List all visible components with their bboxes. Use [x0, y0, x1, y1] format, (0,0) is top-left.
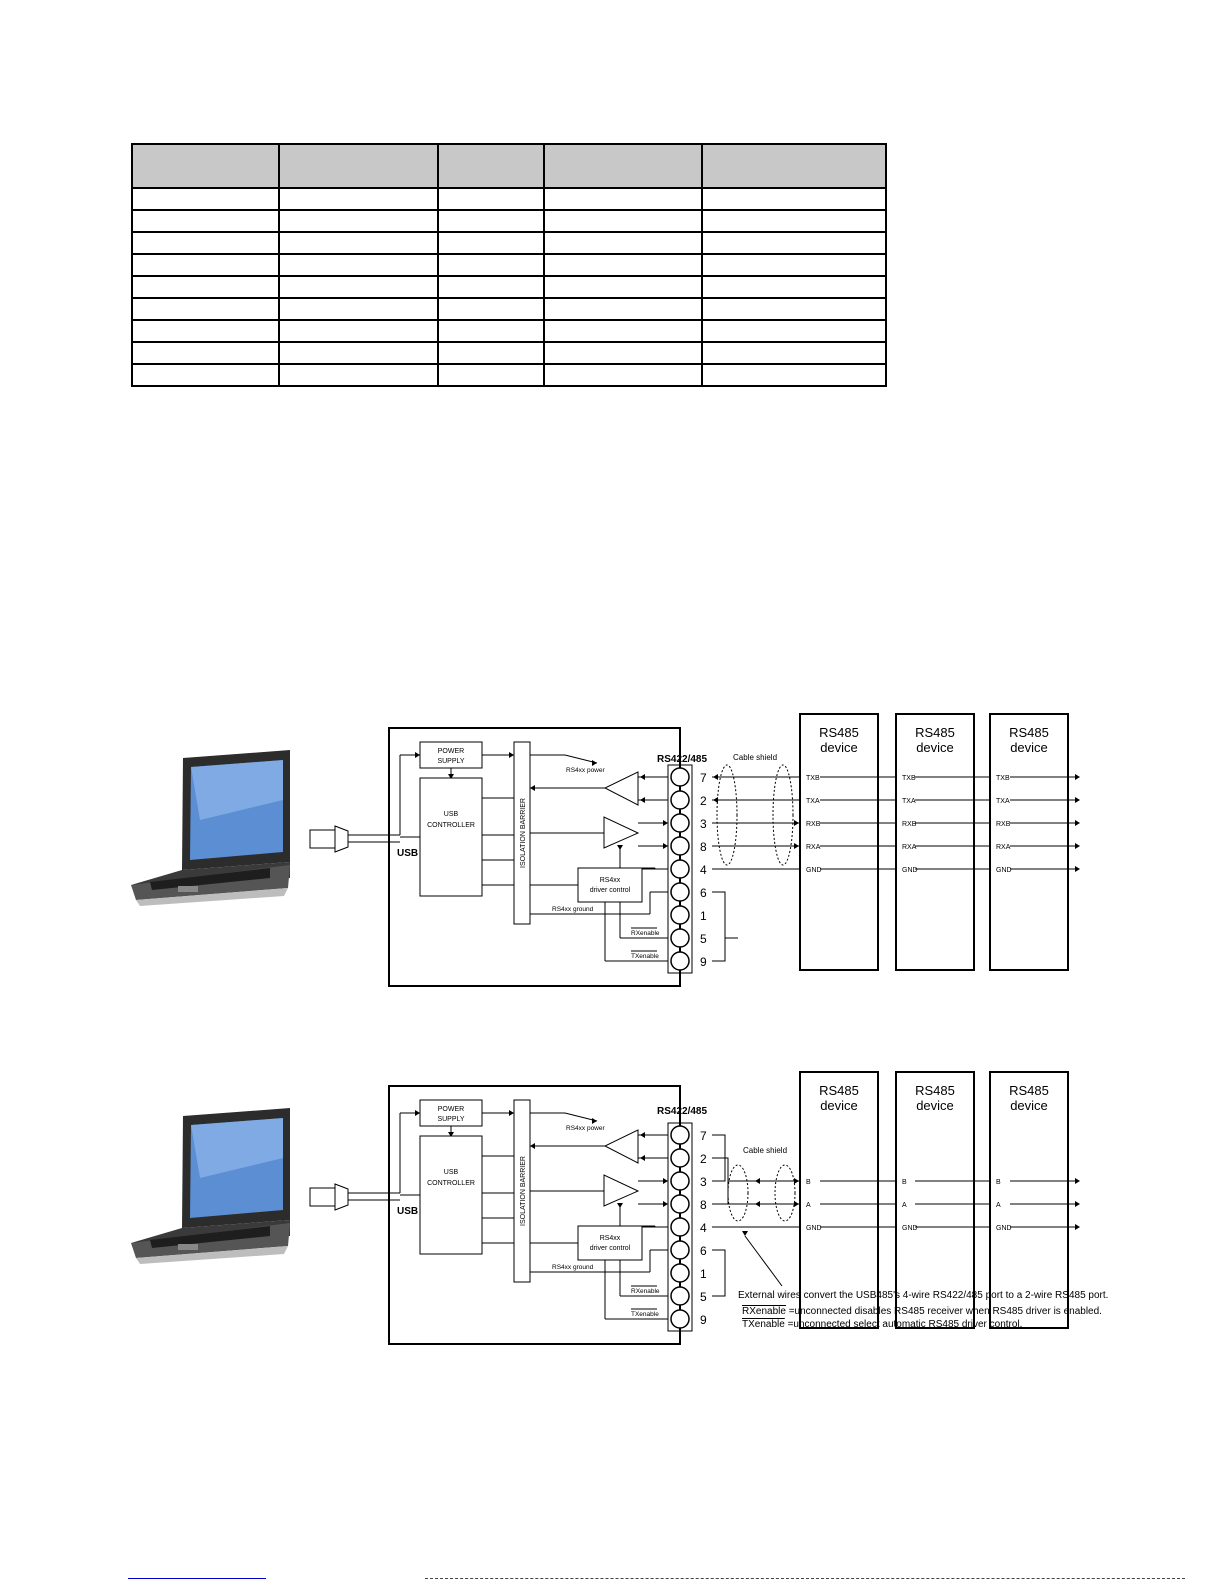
- table-cell: [132, 254, 279, 276]
- note-pointer: [745, 1236, 782, 1286]
- usb-controller-label: CONTROLLER: [427, 822, 475, 829]
- rx-receiver: [605, 1130, 638, 1163]
- table-cell: [544, 254, 702, 276]
- tx-enable-label: TXenable: [631, 953, 659, 960]
- arrowhead: [663, 1201, 668, 1207]
- signal-label: A: [902, 1202, 907, 1209]
- table-cell: [438, 298, 544, 320]
- power-supply-label: SUPPLY: [437, 1116, 465, 1123]
- rx-receiver: [605, 772, 638, 805]
- table-header-row: [132, 144, 886, 188]
- table-header-cell: [544, 144, 702, 188]
- table-cell: [132, 188, 279, 210]
- pin-number: 4: [700, 863, 707, 877]
- table-cell: [702, 210, 886, 232]
- driver-control-label: RS4xx: [599, 877, 621, 884]
- arrowhead: [640, 797, 645, 803]
- table-cell: [438, 210, 544, 232]
- jumper-wire: [712, 1250, 725, 1296]
- arrowhead: [1075, 1224, 1080, 1230]
- signal-label: RXA: [806, 844, 821, 851]
- pin-number: 4: [700, 1221, 707, 1235]
- pin-number: 5: [700, 1290, 707, 1304]
- device-name: RS485: [819, 1083, 859, 1098]
- port-title: RS422/485: [657, 754, 708, 765]
- terminal-pin: [671, 1310, 689, 1328]
- pin-number: 6: [700, 886, 707, 900]
- pin-number: 2: [700, 1152, 707, 1166]
- table-cell: [438, 188, 544, 210]
- arrowhead: [592, 760, 597, 766]
- terminal-pin: [671, 860, 689, 878]
- signal-label: TXB: [902, 775, 916, 782]
- arrowhead: [1075, 774, 1080, 780]
- terminal-pin: [671, 1241, 689, 1259]
- terminal-pin: [671, 1195, 689, 1213]
- arrowhead: [640, 774, 645, 780]
- device-name: device: [1010, 740, 1048, 755]
- table-cell: [132, 342, 279, 364]
- table-cell: [132, 232, 279, 254]
- signal-label: GND: [996, 1225, 1012, 1232]
- signal-label: TXB: [996, 775, 1010, 782]
- laptop-illustration: [131, 1108, 290, 1264]
- table-cell: [544, 188, 702, 210]
- table-cell: [438, 232, 544, 254]
- device-name: RS485: [819, 725, 859, 740]
- arrowhead: [713, 797, 718, 803]
- table-cell: [279, 364, 438, 386]
- isolation-barrier-label: ISOLATION BARRIER: [520, 1156, 527, 1226]
- table-cell: [544, 364, 702, 386]
- terminal-pin: [671, 768, 689, 786]
- tx-driver: [604, 1175, 638, 1206]
- arrowhead: [617, 845, 623, 850]
- two-wire-rs485-diagram: [0, 1058, 1225, 1358]
- table-cell: [702, 364, 886, 386]
- pin-number: 6: [700, 1244, 707, 1258]
- laptop-illustration: [131, 750, 290, 906]
- signal-label: TXA: [902, 798, 916, 805]
- driver-control-label: driver control: [589, 1245, 631, 1252]
- table-cell: [702, 320, 886, 342]
- table-row: [132, 276, 886, 298]
- signal-label: RXB: [806, 821, 821, 828]
- table-cell: [438, 254, 544, 276]
- terminal-pin: [671, 837, 689, 855]
- terminal-pin: [671, 814, 689, 832]
- terminal-pin: [671, 1264, 689, 1282]
- table-cell: [702, 298, 886, 320]
- signal-label: TXA: [996, 798, 1010, 805]
- arrowhead: [640, 1132, 645, 1138]
- pinout-table: [131, 143, 887, 387]
- rs4xx-ground-label: RS4xx ground: [552, 1264, 594, 1271]
- power-supply-label: POWER: [437, 748, 465, 755]
- table-cell: [279, 254, 438, 276]
- table-cell: [702, 342, 886, 364]
- note-line-1: External wires convert the USB485's 4-wire RS422/485 port to a 2-wire RS485 port.: [738, 1290, 1109, 1301]
- arrowhead: [663, 820, 668, 826]
- table-header-cell: [438, 144, 544, 188]
- table-cell: [544, 210, 702, 232]
- signal-label: RXA: [902, 844, 917, 851]
- terminal-pin: [671, 929, 689, 947]
- cable-shield: [773, 765, 793, 865]
- arrowhead: [713, 774, 718, 780]
- arrowhead: [617, 1203, 623, 1208]
- tx-driver: [604, 817, 638, 848]
- usb-plug: [310, 830, 335, 848]
- arrowhead: [1075, 866, 1080, 872]
- table-cell: [544, 276, 702, 298]
- usb-label: USB: [397, 1206, 419, 1217]
- table-cell: [279, 210, 438, 232]
- usb-controller-label: USB: [443, 1169, 459, 1176]
- arrowhead: [794, 1178, 799, 1184]
- table-cell: [702, 188, 886, 210]
- usb-controller-label: CONTROLLER: [427, 1180, 475, 1187]
- usb-controller-box: [420, 1136, 482, 1254]
- arrowhead: [794, 820, 799, 826]
- table-cell: [279, 342, 438, 364]
- pin-number: 3: [700, 817, 707, 831]
- signal-label: A: [806, 1202, 811, 1209]
- arrowhead: [1075, 1178, 1080, 1184]
- arrowhead: [663, 1178, 668, 1184]
- device-name: device: [820, 1098, 858, 1113]
- table-cell: [132, 298, 279, 320]
- table-row: [132, 188, 886, 210]
- cable-shield: [775, 1165, 795, 1221]
- arrowhead: [415, 1110, 420, 1116]
- signal-label: GND: [902, 1225, 918, 1232]
- pin-number: 7: [700, 1129, 707, 1143]
- table-row: [132, 210, 886, 232]
- arrowhead: [530, 785, 535, 791]
- table-cell: [544, 342, 702, 364]
- pin-number: 5: [700, 932, 707, 946]
- terminal-pin: [671, 883, 689, 901]
- note-line-2: RXenable =unconnected disables RS485 receiver when RS485 driver is enabled.: [742, 1306, 1102, 1317]
- terminal-pin: [671, 906, 689, 924]
- table-cell: [279, 188, 438, 210]
- rx-enable-label: RXenable: [631, 1288, 660, 1295]
- signal-label: GND: [806, 1225, 822, 1232]
- cable-shield-label: Cable shield: [742, 1146, 788, 1155]
- device-name: RS485: [1009, 725, 1049, 740]
- jumper-bracket: [712, 892, 725, 961]
- signal-label: GND: [806, 867, 822, 874]
- table-cell: [132, 320, 279, 342]
- table-cell: [438, 320, 544, 342]
- usb-plug: [310, 1188, 335, 1206]
- terminal-pin: [671, 791, 689, 809]
- usb-plug-body: [335, 1184, 348, 1210]
- table-cell: [279, 320, 438, 342]
- terminal-pin: [671, 952, 689, 970]
- terminal-pin: [671, 1287, 689, 1305]
- device-name: RS485: [915, 1083, 955, 1098]
- driver-control-label: RS4xx: [599, 1235, 621, 1242]
- usb-controller-box: [420, 778, 482, 896]
- table-body: [132, 188, 886, 386]
- table-row: [132, 364, 886, 386]
- table-cell: [702, 276, 886, 298]
- usb-controller-label: USB: [443, 811, 459, 818]
- signal-label: RXB: [902, 821, 917, 828]
- pin-number: 3: [700, 1175, 707, 1189]
- signal-label: A: [996, 1202, 1001, 1209]
- table-cell: [544, 320, 702, 342]
- signal-label: B: [902, 1179, 907, 1186]
- device-name: device: [1010, 1098, 1048, 1113]
- rx-enable-label: RXenable: [631, 930, 660, 937]
- table-cell: [438, 364, 544, 386]
- driver-control-box: [578, 1226, 642, 1260]
- signal-label: B: [806, 1179, 811, 1186]
- signal-label: TXB: [806, 775, 820, 782]
- port-title: RS422/485: [657, 1106, 708, 1117]
- table-row: [132, 298, 886, 320]
- cable-shield-label: Cable shield: [732, 753, 778, 762]
- terminal-pin: [671, 1149, 689, 1167]
- arrowhead: [1075, 843, 1080, 849]
- terminal-pin: [671, 1218, 689, 1236]
- cable-shield: [717, 765, 737, 865]
- tx-enable-label: TXenable: [631, 1311, 659, 1318]
- cable-shield: [728, 1165, 748, 1221]
- table-cell: [279, 276, 438, 298]
- table-cell: [438, 342, 544, 364]
- power-supply-label: POWER: [437, 1106, 465, 1113]
- table-header-cell: [132, 144, 279, 188]
- pin-number: 8: [700, 1198, 707, 1212]
- footer-link[interactable]: [128, 1578, 266, 1579]
- driver-control-box: [578, 868, 642, 902]
- device-name: device: [916, 1098, 954, 1113]
- device-name: device: [820, 740, 858, 755]
- pin-number: 9: [700, 1313, 707, 1327]
- power-supply-label: SUPPLY: [437, 758, 465, 765]
- terminal-pin: [671, 1172, 689, 1190]
- table-cell: [279, 232, 438, 254]
- arrowhead: [663, 843, 668, 849]
- signal-label: B: [996, 1179, 1001, 1186]
- device-name: RS485: [915, 725, 955, 740]
- arrowhead: [794, 843, 799, 849]
- table-cell: [702, 254, 886, 276]
- pin-number: 8: [700, 840, 707, 854]
- arrowhead: [415, 752, 420, 758]
- signal-label: GND: [902, 867, 918, 874]
- note-line-3: TXenable =unconnected select automatic RS485 driver control.: [742, 1319, 1023, 1330]
- footer-rule: [425, 1578, 1185, 1579]
- table-cell: [438, 276, 544, 298]
- table-row: [132, 320, 886, 342]
- table-cell: [132, 210, 279, 232]
- table-cell: [702, 232, 886, 254]
- four-wire-rs485-diagram: [0, 700, 1225, 1000]
- pin-number: 1: [700, 1267, 707, 1281]
- table-row: [132, 342, 886, 364]
- table-cell: [544, 298, 702, 320]
- device-name: RS485: [1009, 1083, 1049, 1098]
- signal-label: GND: [996, 867, 1012, 874]
- rs4xx-ground-label: RS4xx ground: [552, 906, 594, 913]
- isolation-barrier-label: ISOLATION BARRIER: [520, 798, 527, 868]
- arrowhead: [1075, 820, 1080, 826]
- arrowhead: [755, 1201, 760, 1207]
- table-cell: [279, 298, 438, 320]
- table-cell: [544, 232, 702, 254]
- rs4xx-power-label: RS4xx power: [566, 767, 605, 774]
- laptop-touchpad: [178, 886, 198, 892]
- pin-number: 2: [700, 794, 707, 808]
- rs4xx-power-label: RS4xx power: [566, 1125, 605, 1132]
- arrowhead: [794, 1201, 799, 1207]
- arrowhead: [1075, 1201, 1080, 1207]
- device-name: device: [916, 740, 954, 755]
- arrowhead: [592, 1118, 597, 1124]
- pin-number: 7: [700, 771, 707, 785]
- arrowhead: [742, 1231, 748, 1236]
- arrowhead: [755, 1178, 760, 1184]
- usb-plug-body: [335, 826, 348, 852]
- arrowhead: [1075, 797, 1080, 803]
- terminal-pin: [671, 1126, 689, 1144]
- laptop-touchpad: [178, 1244, 198, 1250]
- table-header-cell: [279, 144, 438, 188]
- table-header-cell: [702, 144, 886, 188]
- signal-label: RXA: [996, 844, 1011, 851]
- usb-label: USB: [397, 848, 419, 859]
- table-row: [132, 254, 886, 276]
- arrowhead: [509, 752, 514, 758]
- signal-label: RXB: [996, 821, 1011, 828]
- driver-control-label: driver control: [589, 887, 631, 894]
- table-cell: [132, 364, 279, 386]
- arrowhead: [530, 1143, 535, 1149]
- pin-number: 1: [700, 909, 707, 923]
- signal-label: TXA: [806, 798, 820, 805]
- pin-number: 9: [700, 955, 707, 969]
- table-row: [132, 232, 886, 254]
- arrowhead: [509, 1110, 514, 1116]
- table-cell: [132, 276, 279, 298]
- arrowhead: [640, 1155, 645, 1161]
